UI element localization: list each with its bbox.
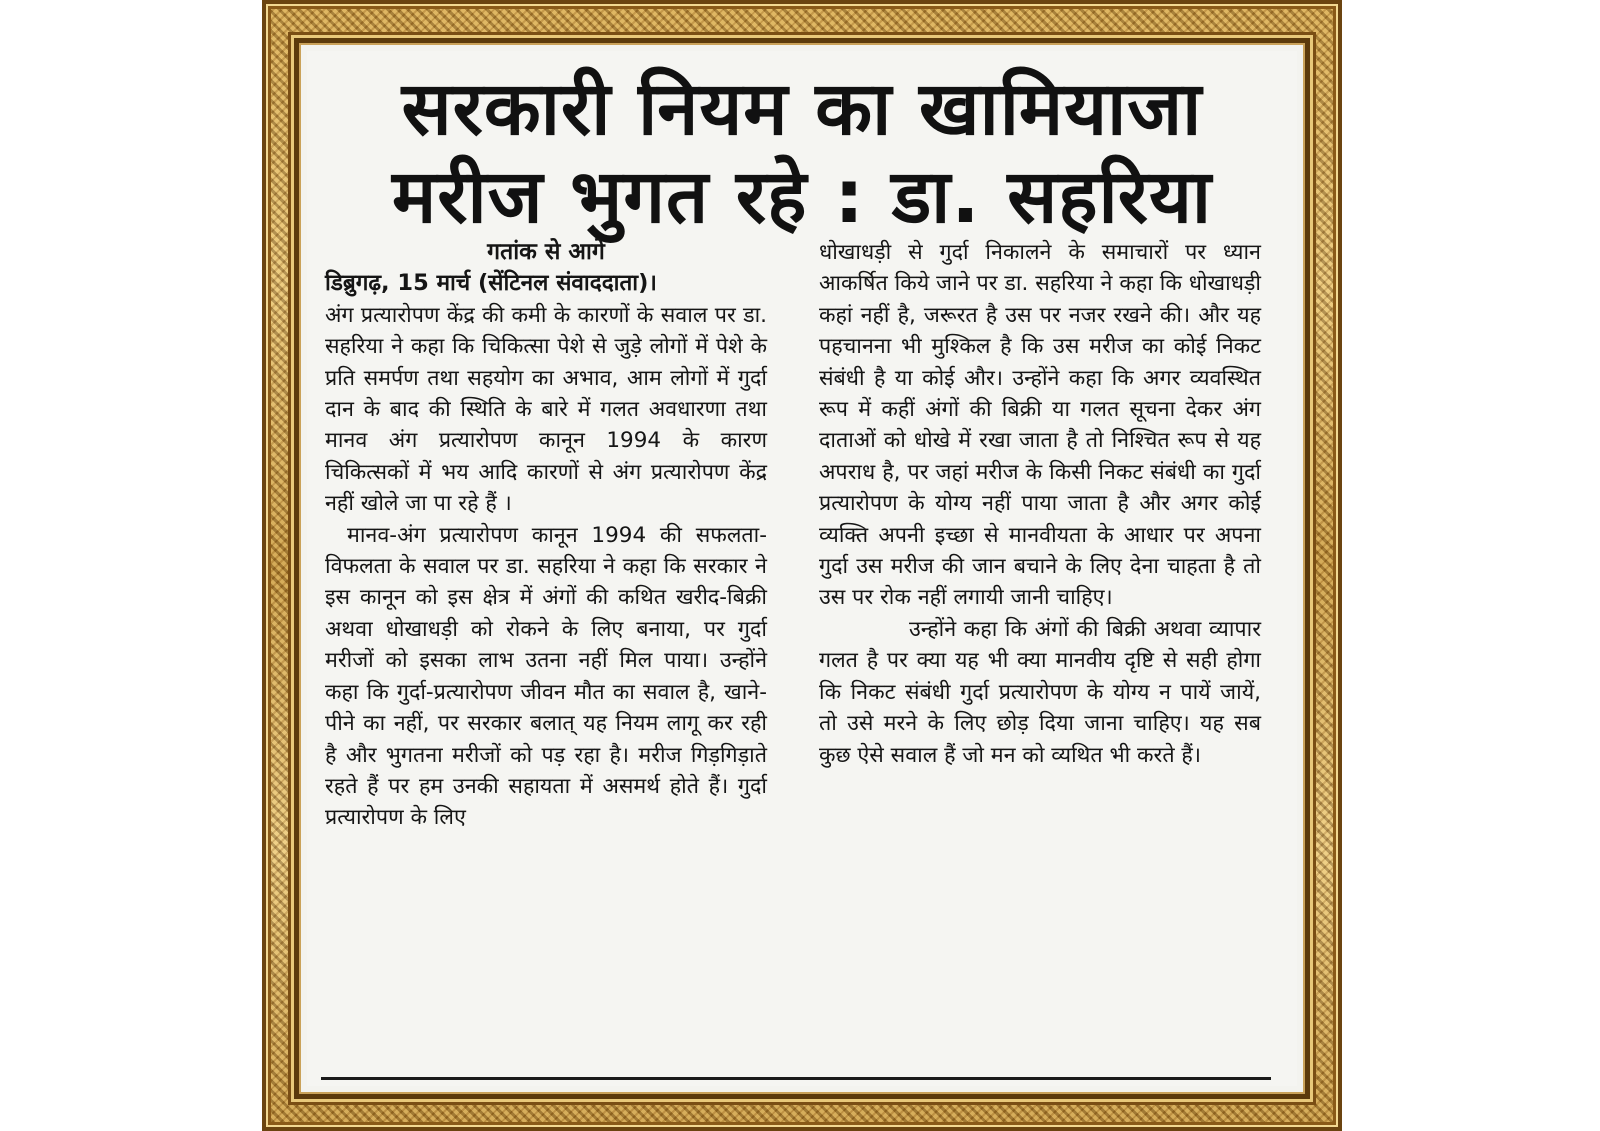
headline-line-1: सरकारी नियम का खामियाजा bbox=[401, 66, 1203, 152]
continued-label: गतांक से आगे bbox=[487, 239, 605, 265]
frame-inner-border bbox=[294, 38, 1310, 1099]
left-column bbox=[325, 237, 767, 834]
newspaper-clipping bbox=[307, 51, 1297, 1086]
right-column bbox=[819, 237, 1261, 771]
left-paragraph-1: अंग प्रत्यारोपण केंद्र की कमी के कारणों के सवाल पर डा. सहरिया ने कहा कि चिकित्सा पेशे से जुड़े लोगों में पेशे के प्रति समर्पण तथा सहयोग का अभाव, आम लोगों में गुर्दा दान के बाद की स्थिति के बारे में गलत अवधारणा तथा मानव अंग प्रत्यारोपण कानून 1994 के कारण चिकित्सकों में भय आदि कारणों से अंग प्रत्यारोपण केंद्र नहीं खोले जा पा रहे हैं । bbox=[325, 302, 767, 517]
bottom-rule-divider bbox=[321, 1077, 1271, 1080]
right-paragraph-1: धोखाधड़ी से गुर्दा निकालने के समाचारों पर ध्यान आकर्षित किये जाने पर डा. सहरिया ने कहा कि धोखाधड़ी कहां नहीं है, जरूरत है उस पर नजर रखने की। और यह पहचानना भी मुश्किल है कि उस मरीज का कोई निकट संबंधी है या कोई और। उन्होंने कहा कि अगर व्यवस्थित रूप में कहीं अंगों की बिक्री या गलत सूचना देकर अंग दाताओं को धोखे में रखा जाता है तो निश्चित रूप से यह अपराध है, पर जहां मरीज के किसी निकट संबंधी का गुर्दा प्रत्यारोपण के योग्य नहीं पाया जाता है और अगर कोई व्यक्ति अपनी इच्छा से मानवीयता के आधार पर अपना गुर्दा उस मरीज की जान बचाने के लिए देना चाहता है तो उस पर रोक नहीं लगायी जानी चाहिए। bbox=[819, 240, 1261, 611]
headline-line-2: मरीज भुगत रहे : डा. सहरिया bbox=[391, 154, 1213, 240]
left-paragraph-2: मानव-अंग प्रत्यारोपण कानून 1994 की सफलता-विफलता के सवाल पर डा. सहरिया ने कहा कि सरकार ने इस कानून को इस क्षेत्र में अंगों की कथित खरीद-बिक्री अथवा धोखाधड़ी को रोकने के लिए बनाया, पर गुर्दा मरीजों को इसका लाभ उतना नहीं मिल पाया। उन्होंने कहा कि गुर्दा-प्रत्यारोपण जीवन मौत का सवाल है, खाने-पीने का नहीं, पर सरकार बलात् यह नियम लागू कर रही है और भुगतना मरीजों को पड़ रहा है। मरीज गिड़गिड़ाते रहते हैं पर हम उनकी सहायता में असमर्थ होते हैं। गुर्दा प्रत्यारोपण के लिए bbox=[325, 522, 767, 831]
dateline: डिब्रुगढ़, 15 मार्च (सेंटिनल संवाददाता)। bbox=[325, 270, 657, 297]
right-paragraph-2: उन्होंने कहा कि अंगों की बिक्री अथवा व्यापार गलत है पर क्या यह भी क्या मानवीय दृष्टि से सही होगा कि निकट संबंधी गुर्दा प्रत्यारोपण के योग्य न पायें जायें, तो उसे मरने के लिए छोड़ दिया जाना चाहिए। यह सब कुछ ऐसे सवाल हैं जो मन को व्यथित भी करते हैं। bbox=[819, 616, 1261, 768]
ornate-gold-frame bbox=[262, 0, 1342, 1131]
